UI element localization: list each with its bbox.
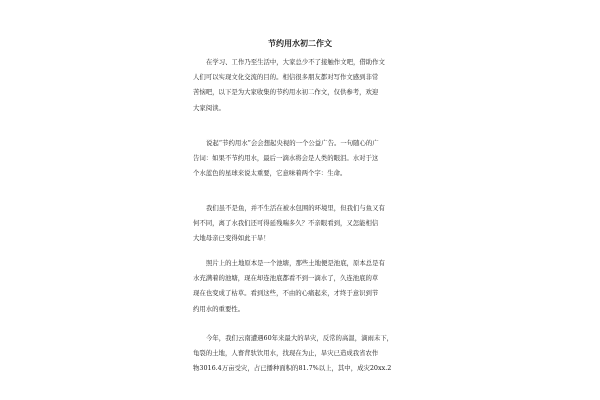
paragraph-line: 龟裂的土地，人畜背驮饮用水，找现在为止，旱灾已造成我省农作 [193, 349, 379, 358]
paragraph-line: 我们虽不是鱼，并不生活在被水包围的环境里，但我们与鱼又有 [206, 204, 385, 212]
paragraph-line: 现在也变成了枯草。看到这些，不由的心痛起来，才终于意识到节 [193, 289, 379, 298]
paragraph-3 [193, 201, 418, 247]
paragraph-line: 水充满着的池塘，现在却连池底都看不到一滴水了，久连池底的草 [193, 274, 379, 283]
paragraph-line: 说起“节约用水”会会想起央视的一个公益广告。一句随心的广 [206, 139, 379, 147]
paragraph-line: 大家阅读。 [193, 103, 225, 112]
paragraph-line: 个水蓝色的星球来说太重要，它意味着两个字：生命。 [193, 169, 347, 178]
paragraph-line: 大地母亲已变得如此干旱！ [193, 234, 270, 243]
paragraph-line: 告词：如果不节约用水，最后一滴水将会是人类的眼泪。水对于这 [193, 154, 379, 163]
paragraph-2 [193, 136, 418, 182]
paragraph-line: 苦恼吧，以下是为大家收集的节约用水初二作文，仅供参考，欢迎 [193, 88, 379, 97]
paragraph-1 [193, 55, 418, 116]
paragraph-line: 在学习、工作乃至生活中，大家总少不了接触作文吧，借助作文 [206, 58, 385, 66]
paragraph-line: 物3016.4万亩受灾，占已播种面积的81.7%以上，其中，成灾20xx.2 [193, 364, 392, 373]
paragraph-4 [193, 256, 418, 317]
document-title: 节约用水初二作文 [268, 38, 332, 48]
paragraph-5 [193, 331, 418, 377]
paragraph-line: 照片上的土地原本是一个池塘，那些土地便是池底，原本总是有 [206, 259, 385, 267]
paragraph-line: 约用水的重要性。 [193, 304, 245, 313]
paragraph-line: 人们可以实现文化交流的目的。相信很多朋友都对写作文感到非常 [193, 73, 379, 82]
paragraph-line: 今年，我们云南遭遇60年来最大的旱灾，反常的高温，滴雨未下， [206, 334, 394, 342]
paragraph-line: 何不同，离了水我们还可得延残喘多久？不亲眼看到，又怎能相信 [193, 219, 379, 228]
